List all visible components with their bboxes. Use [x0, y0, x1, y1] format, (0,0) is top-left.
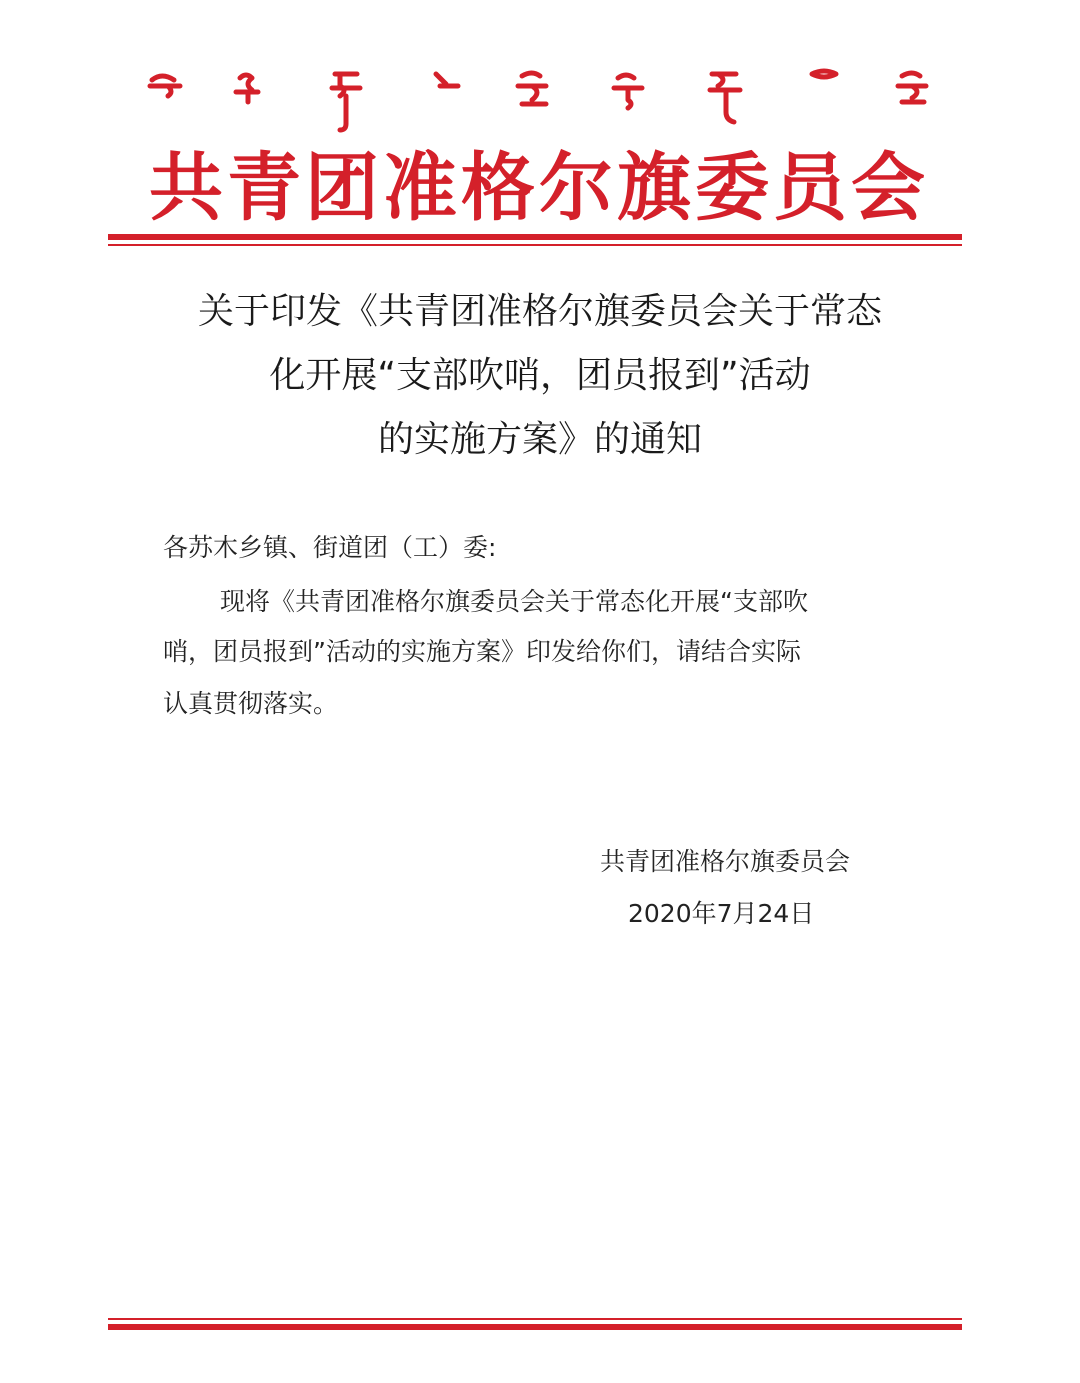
body-paragraph-line-3: 认真贯彻落实。	[163, 689, 339, 718]
salutation: 各苏木乡镇、街道团（工）委:	[163, 533, 497, 562]
mongolian-letterhead	[140, 60, 940, 140]
body-paragraph-line-1: 现将《共青团准格尔旗委员会关于常态化开展“支部吹	[220, 587, 808, 616]
signature-org: 共青团准格尔旗委员会	[600, 847, 851, 876]
header-rule-thick	[108, 234, 962, 240]
title-line-3: 的实施方案》的通知	[377, 419, 702, 460]
letterhead-org-name: 共青团准格尔旗委员会	[149, 145, 929, 231]
title-line-2: 化开展“支部吹哨，团员报到”活动	[269, 355, 811, 396]
signature-date: 2020年7月24日	[628, 899, 815, 928]
body-paragraph-line-2: 哨，团员报到”活动的实施方案》印发给你们，请结合实际	[163, 637, 801, 666]
title-line-1: 关于印发《共青团准格尔旗委员会关于常态	[197, 291, 882, 332]
header-rule-thin	[108, 244, 962, 246]
footer-rule-thin	[108, 1318, 962, 1320]
document-title	[120, 280, 960, 472]
footer-rule-thick	[108, 1324, 962, 1330]
